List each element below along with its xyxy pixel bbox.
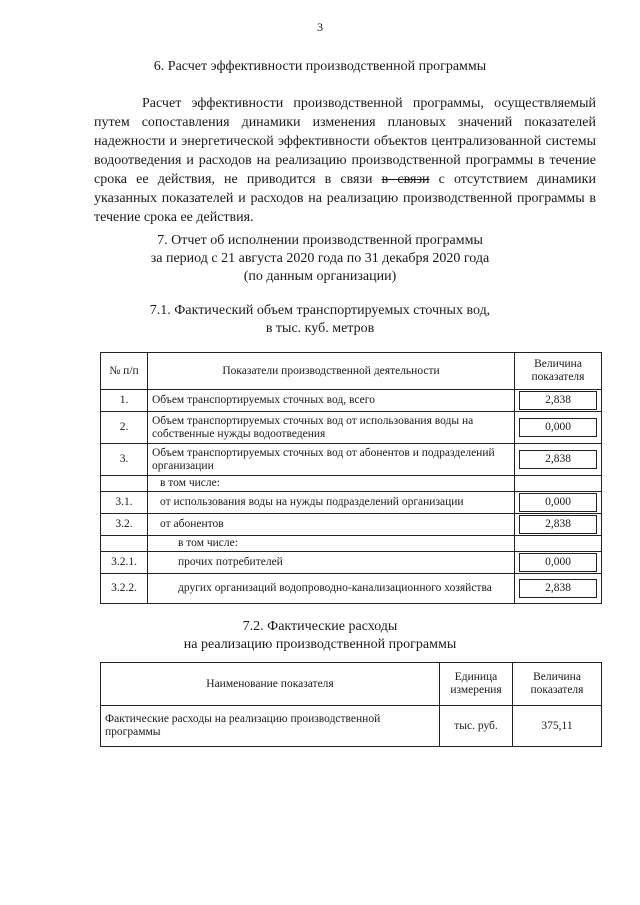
- row-name: в том числе:: [148, 536, 515, 552]
- row-value: 2,838: [519, 450, 597, 469]
- row-value-cell: [515, 412, 602, 444]
- row-num: 3.2.: [101, 514, 148, 536]
- section-7-title-line2: за период с 21 августа 2020 года по 31 декабря 2020 года: [150, 251, 490, 266]
- section-7-title: [0, 232, 640, 286]
- row-name: Объем транспортируемых сточных вод, всего: [148, 390, 515, 412]
- row-name: от использования воды на нужды подразделений организации: [148, 492, 515, 514]
- row-value: [519, 482, 597, 486]
- row-num: [101, 536, 148, 552]
- row-num: 3.1.: [101, 492, 148, 514]
- table-row: [101, 492, 602, 514]
- row-value: 375,11: [513, 706, 602, 747]
- page-number: 3: [317, 20, 323, 34]
- table-row: [101, 514, 602, 536]
- row-value-cell: [515, 444, 602, 476]
- row-name: Объем транспортируемых сточных вод от абонентов и подразделений организации: [148, 444, 515, 476]
- row-value: 0,000: [519, 553, 597, 572]
- section-7-title-line3: (по данным организации): [243, 269, 397, 284]
- volume-table: [100, 352, 602, 604]
- header-value: Величина показателя: [513, 663, 602, 706]
- paragraph-end: с отсутствием динамики указанных показателей и расходов на реализацию производственной программы в течение срока ее действия.: [94, 172, 596, 225]
- table-row: [101, 536, 602, 552]
- section-7-1-title: [0, 302, 640, 338]
- table-row: [101, 444, 602, 476]
- row-value: 2,838: [519, 515, 597, 534]
- row-num: [101, 476, 148, 492]
- header-num: № п/п: [101, 353, 148, 390]
- table-row: [101, 476, 602, 492]
- header-value: Величина показателя: [515, 353, 602, 390]
- row-name: Объем транспортируемых сточных вод от использования воды на собственные нужды водоотведения: [148, 412, 515, 444]
- row-value: [519, 542, 597, 546]
- row-num: 2.: [101, 412, 148, 444]
- row-value: 0,000: [519, 493, 597, 512]
- table-row: [101, 390, 602, 412]
- volume-table-header: [101, 353, 602, 390]
- row-name: от абонентов: [148, 514, 515, 536]
- paragraph-struck-text: в связи: [381, 172, 430, 187]
- row-value-cell: [515, 536, 602, 552]
- row-num: 3.2.1.: [101, 552, 148, 574]
- table-row: [101, 412, 602, 444]
- row-value: 2,838: [519, 579, 597, 598]
- expenses-table-header: [101, 663, 602, 706]
- row-num: 3.: [101, 444, 148, 476]
- section-6-title: [0, 58, 640, 76]
- row-num: 1.: [101, 390, 148, 412]
- header-name: Наименование показателя: [101, 663, 440, 706]
- section-7-title-line1: 7. Отчет об исполнении производственной программы: [157, 233, 483, 248]
- table-row: [101, 706, 602, 747]
- section-7-2-title: [0, 618, 640, 654]
- section-7-2-title-line1: 7.2. Фактические расходы: [242, 619, 398, 634]
- expenses-table: [100, 662, 602, 747]
- row-name: в том числе:: [148, 476, 515, 492]
- row-num: 3.2.2.: [101, 574, 148, 604]
- row-value-cell: [515, 476, 602, 492]
- row-name: Фактические расходы на реализацию производственной программы: [101, 706, 440, 747]
- row-value-cell: [515, 514, 602, 536]
- section-6-paragraph: [94, 94, 596, 227]
- row-name: прочих потребителей: [148, 552, 515, 574]
- row-value-cell: [515, 390, 602, 412]
- table-row: [101, 552, 602, 574]
- section-7-1-title-line1: 7.1. Фактический объем транспортируемых сточных вод,: [149, 303, 491, 318]
- section-6-title-text: 6. Расчет эффективности производственной программы: [153, 59, 487, 74]
- row-name: других организаций водопроводно-канализационного хозяйства: [148, 574, 515, 604]
- row-value-cell: [515, 574, 602, 604]
- header-name: Показатели производственной деятельности: [148, 353, 515, 390]
- row-value: 2,838: [519, 391, 597, 410]
- section-7-1-title-line2: в тыс. куб. метров: [265, 321, 375, 336]
- row-value-cell: [515, 552, 602, 574]
- row-unit: тыс. руб.: [440, 706, 513, 747]
- table-row: [101, 574, 602, 604]
- row-value-cell: [515, 492, 602, 514]
- section-7-2-title-line2: на реализацию производственной программы: [183, 637, 457, 652]
- row-value: 0,000: [519, 418, 597, 437]
- header-unit: Единица измерения: [440, 663, 513, 706]
- paragraph-main: Расчет эффективности производственной программы, осуществляемый путем сопоставления динамики изменения плановых значений показателей надежности и энергетической эффективности объектов централизованной системы водоотведения и расходов на реализацию производственной программы в течение срока ее действия, не приводится в связи: [94, 96, 596, 187]
